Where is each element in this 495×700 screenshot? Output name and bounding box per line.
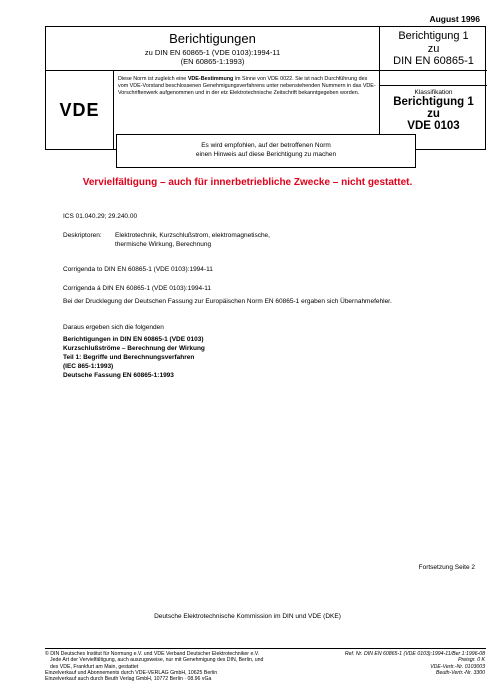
bold-line: (IEC 865-1:1993) xyxy=(63,363,114,370)
notice-line2: einen Hinweis auf diese Berichtigung zu machen xyxy=(195,151,337,158)
copyright-line: © DIN Deutsches Institut für Normung e.V. und VDE Verband Deutscher Elektrotechniker e.V. xyxy=(45,651,260,657)
copyright-line: Jede Art der Vervielfältigung, auch auszugsweise, nur mit Genehmigung des DIN, Berlin, und xyxy=(50,657,264,664)
dke-line: Deutsche Elektrotechnische Kommission im DIN und VDE (DKE) xyxy=(154,613,341,620)
document-subtitle-2: (EN 60865-1:1993) xyxy=(180,57,245,66)
deskriptoren-line1: Elektrotechnik, Kurzschlußstrom, elektromagnetische, xyxy=(115,232,270,239)
copyright-block xyxy=(45,651,335,682)
berichtigungen-title-block xyxy=(63,335,205,380)
right-top-line1: Berichtigung 1 xyxy=(398,30,469,42)
reference-line: Preisgr. 0 K xyxy=(458,657,485,664)
deskriptoren-line2: thermische Wirkung, Berechnung xyxy=(115,241,212,248)
klassifikation-label: Klassifikation xyxy=(414,89,453,96)
right-bot-line3: VDE 0103 xyxy=(407,120,460,132)
right-bot-line2: zu xyxy=(427,108,440,120)
copyright-line: Einzelverkauf und Abonnements durch VDE-VERLAG GmbH, 10625 Berlin xyxy=(45,669,218,676)
bold-line: Deutsche Fassung EN 60865-1:1993 xyxy=(63,372,174,379)
copyright-line: Einzelverkauf auch durch Beuth Verlag GmbH, 10772 Berlin · 08.96 vGa xyxy=(45,676,212,683)
vde-logo: VDE xyxy=(59,100,100,120)
bold-line: Teil 1: Begriffe und Berechnungsverfahren xyxy=(63,354,195,361)
document-subtitle-1: zu DIN EN 60865-1 (VDE 0103):1994-11 xyxy=(144,48,281,57)
reference-line: VDE-Vertr.-Nr. 0103003 xyxy=(430,663,485,670)
reference-block xyxy=(325,651,485,676)
drucklegung-text: Bei der Drucklegung der Deutschen Fassung zur Europäischen Norm EN 60865-1 ergaben sich Übernahmefehler. xyxy=(63,298,392,305)
notice-line1: Es wird empfohlen, auf der betroffenen Norm xyxy=(201,142,331,149)
header-box xyxy=(45,26,486,150)
footer-divider xyxy=(45,648,486,649)
bold-line: Berichtigungen in DIN EN 60865-1 (VDE 0103) xyxy=(63,336,204,343)
reproduction-warning: Vervielfältigung – auch für innerbetriebliche Zwecke – nicht gestattet. xyxy=(82,177,413,188)
corrigenda-english: Corrigenda to DIN EN 60865-1 (VDE 0103):1994-11 xyxy=(63,266,213,273)
reference-line: Ref. Nr. DIN EN 60865-1 (VDE 0103):1994-11/Ber 1:1996-08 xyxy=(344,651,485,657)
reference-line: Beuth-Vertr.-Nr. 3300 xyxy=(435,669,485,676)
deskriptoren-label: Deskriptoren: xyxy=(63,232,102,239)
issue-date: August 1996 xyxy=(429,14,480,24)
right-top-line3: DIN EN 60865-1 xyxy=(393,55,474,67)
fortsetzung: Fortsetzung Seite 2 xyxy=(418,564,475,571)
copyright-line: des VDE, Frankfurt am Main, gestattet xyxy=(50,663,139,670)
document-title: Berichtigungen xyxy=(169,31,256,46)
vde-info-text xyxy=(118,76,376,98)
corrigenda-french: Corrigenda á DIN EN 60865-1 (VDE 0103):1994-11 xyxy=(63,285,212,292)
vde-logo-cell xyxy=(46,71,113,150)
info-prefix: Diese Norm ist zugleich eine xyxy=(118,76,188,82)
bold-line: Kurzschlußströme – Berechnung der Wirkung xyxy=(63,345,205,352)
recommendation-notice xyxy=(116,134,416,168)
deskriptoren-value xyxy=(115,231,270,249)
right-bot-line1: Berichtigung 1 xyxy=(393,96,474,108)
ics-code: ICS 01.040.29; 29.240.00 xyxy=(63,213,138,220)
header-divider xyxy=(113,71,114,150)
title-cell xyxy=(46,27,379,70)
info-suffix: im Sinne von VDE 0022. Sie ist nach Durchführung des vom VDE-Vorstand beschlossenen Genehmigungsverfahrens unter nebenstehenden Nummern in das VDE-Vorschriftenwerk aufgenommen und in der etz Elektrotechnische Zeitschrift bekanntgegeben worden. xyxy=(118,76,376,97)
berichtigung-din-box xyxy=(380,27,487,85)
daraus-text: Daraus ergeben sich die folgenden xyxy=(63,324,164,331)
info-bold: VDE-Bestimmung xyxy=(187,76,234,82)
right-top-line2: zu xyxy=(427,42,440,55)
